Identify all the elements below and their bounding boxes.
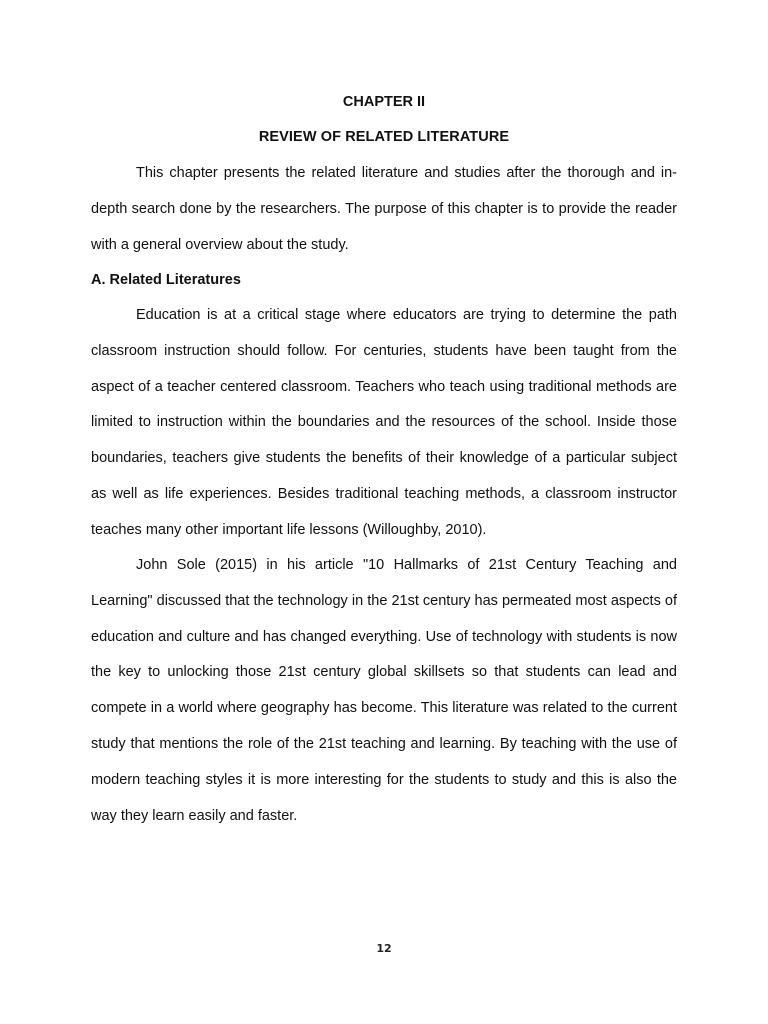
intro-paragraph: This chapter presents the related literature and studies after the thorough and in-depth search done by the researchers. The purpose of this chapter is to provide the reader with a general overview about the study. xyxy=(91,165,677,253)
section-heading: A. Related Literatures xyxy=(91,272,241,288)
chapter-label: CHAPTER II xyxy=(342,94,426,110)
body-paragraph: Education is at a critical stage where educators are trying to determine the path classroom instruction should follow. For centuries, students have been taught from the aspect of a teacher centered classroom. Teachers who teach using traditional methods are limited to instruction within the boundaries and the resources of the school. Inside those boundaries, teachers give students the benefits of their knowledge of a particular subject as well as life experiences. Besides traditional teaching methods, a classroom instructor teaches many other important life lessons (Willoughby, 2010). xyxy=(91,307,677,538)
page-number: 12 xyxy=(376,942,392,955)
body-paragraph: John Sole (2015) in his article "10 Hallmarks of 21st Century Teaching and Learning" discussed that the technology in the 21st century has permeated most aspects of education and culture and has changed everything. Use of technology with students is now the key to unlocking those 21st century global skillsets so that students can lead and compete in a world where geography has become. This literature was related to the current study that mentions the role of the 21st teaching and learning. By teaching with the use of modern teaching styles it is more interesting for the students to study and this is also the way they learn easily and faster. xyxy=(91,557,677,824)
chapter-title: REVIEW OF RELATED LITERATURE xyxy=(258,129,510,145)
